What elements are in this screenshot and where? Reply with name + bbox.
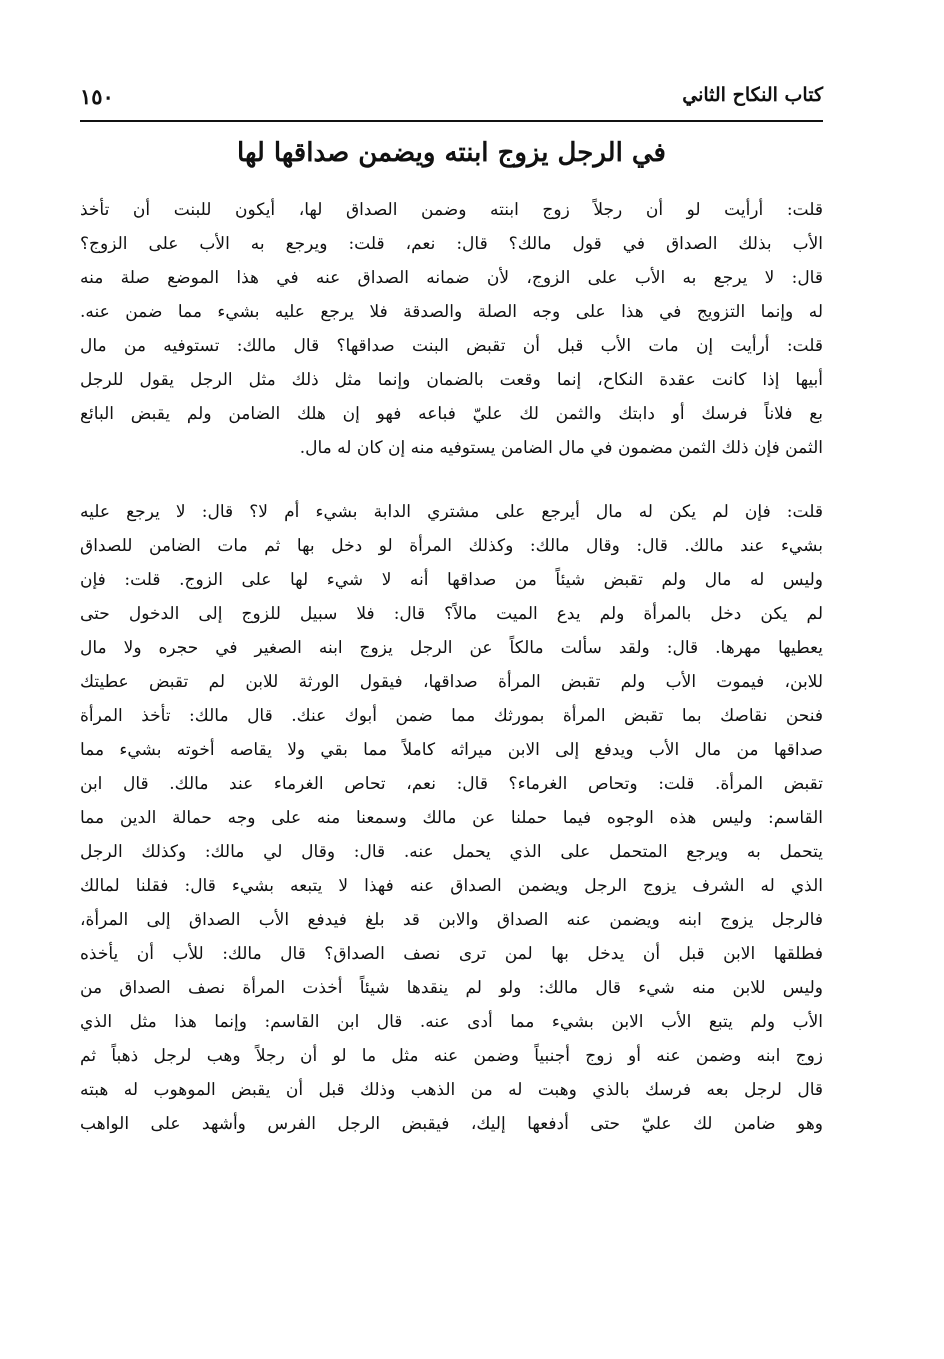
paragraph-2	[80, 495, 823, 1141]
paragraph-1	[80, 193, 823, 465]
page-header	[80, 80, 823, 122]
text-line: قلت: أرأيت إن مات الأب قبل أن تقبض البنت صداقها؟ قال مالك: تستوفيه من مال	[80, 336, 823, 356]
chapter-title: في الرجل يزوج ابنته ويضمن صداقها لها	[237, 138, 666, 168]
text-line: قلت: أرأيت لو أن رجلاً زوج ابنته وضمن الصداق لها، أيكون للبنت أن تأخذ	[80, 200, 823, 220]
text-line: بع فلاناً فرسك أو دابتك والثمن لك عليّ فباعه فهو إن هلك الضامن ولم يقبض البائع	[80, 404, 823, 424]
text-line: صداقها من مال الأب ويدفع إلى الابن ميراثه كاملاً مما بقي ولا يقاصه أخوته بشيء مما	[80, 740, 823, 760]
running-title: كتاب النكاح الثاني	[682, 84, 823, 106]
text-line: وليس له مال ولم تقبض شيئاً من صداقها أنه لا شيء لها على الزوج. قلت: فإن	[80, 570, 823, 590]
text-line: يتحمل به ويرجع المتحمل على الذي يحمل عنه. قال: وقال لي مالك: وكذلك الرجل	[80, 842, 823, 862]
text-line: الأب بذلك الصداق في قول مالك؟ قال: نعم، قلت: ويرجع به الأب على الزوج؟	[80, 234, 823, 254]
text-line: قال: لا يرجع به الأب على الزوج، لأن ضمانه الصداق عنه في هذا الموضع صلة منه	[80, 268, 823, 288]
text-line: زوج ابنه وضمن عنه أو زوج أجنبياً وضمن عنه مثل ما لو أن رجلاً وهب لرجل ذهباً ثم	[80, 1046, 823, 1066]
text-line: الثمن فإن ذلك الثمن مضمون في مال الضامن يستوفيه منه إن كان له مال.	[299, 438, 823, 458]
text-line: فطلقها الابن قبل أن يدخل بها لمن ترى نصف الصداق؟ قال مالك: للأب أن يأخذه	[80, 944, 823, 964]
text-line: فالرجل يزوج ابنه ويضمن عنه الصداق والابن قد بلغ فيدفع الأب الصداق إلى المرأة،	[80, 910, 823, 930]
text-line: للابن، فيموت الأب ولم تقبض المرأة صداقها، فيقول الورثة للابن لم تقبض عطيتك	[80, 672, 823, 692]
text-line: الأب ولم يتبع الأب الابن بشيء مما أدى عنه. قال ابن القاسم: وإنما هذا مثل الذي	[80, 1012, 823, 1032]
text-line: وليس للابن منه شيء قال مالك: ولو لم ينقدها شيئاً أخذت المرأة نصف الصداق من	[80, 978, 823, 998]
body-text	[80, 193, 823, 1141]
paragraph-gap	[80, 465, 823, 495]
text-line: الذي له الشرف يزوج الرجل ويضمن الصداق عنه فهذا لا يتبعه بشيء قال: فقلنا لمالك	[80, 876, 823, 896]
text-line: له وإنما التزويج في هذا على وجه الصلة والصدقة فلا يرجع عليه بشيء مما ضمن عنه.	[80, 302, 823, 322]
text-line: تقبض المرأة. قلت: وتحاص الغرماء؟ قال: نعم، تحاص الغرماء عند مالك. قال ابن	[80, 774, 823, 794]
text-line: لم يكن دخل بالمرأة ولم يدع الميت مالاً؟ قال: فلا سبيل للزوج إلى الدخول حتى	[80, 604, 823, 624]
text-line: بشيء عند مالك. قال: وقال مالك: وكذلك المرأة لو دخل بها ثم مات الضامن للصداق	[80, 536, 823, 556]
text-line: أبيها إذا كانت عقدة النكاح، إنما وقعت بالضمان وإنما مثل ذلك مثل الرجل يقول للرجل	[80, 370, 823, 390]
text-line: وهو ضامن لك عليّ حتى أدفعها إليك، فيقبض الرجل الفرس وأشهد على الواهب	[80, 1114, 823, 1134]
text-line: قال لرجل بعه فرسك بالذي وهبت له من الذهب وذلك قبل أن يقبض الموهوب له هبته	[80, 1080, 823, 1100]
text-line: القاسم: وليس هذه الوجوه فيما حملنا عن مالك وسمعنا منه على وجه حمالة الدين مما	[80, 808, 823, 828]
text-line: قلت: فإن لم يكن له مال أيرجع على مشتري الدابة بشيء أم لا؟ قال: لا يرجع عليه	[80, 502, 823, 522]
page-number: ١٥٠	[80, 84, 114, 109]
text-line: فنحن نقاصك بما تقبض المرأة بمورثك مما ضمن أبوك عنك. قال مالك: تأخذ المرأة	[80, 706, 823, 726]
text-line: يعطيها مهرها. قال: ولقد سألت مالكاً عن الرجل يزوج ابنه الصغير في حجره ولا مال	[80, 638, 823, 658]
